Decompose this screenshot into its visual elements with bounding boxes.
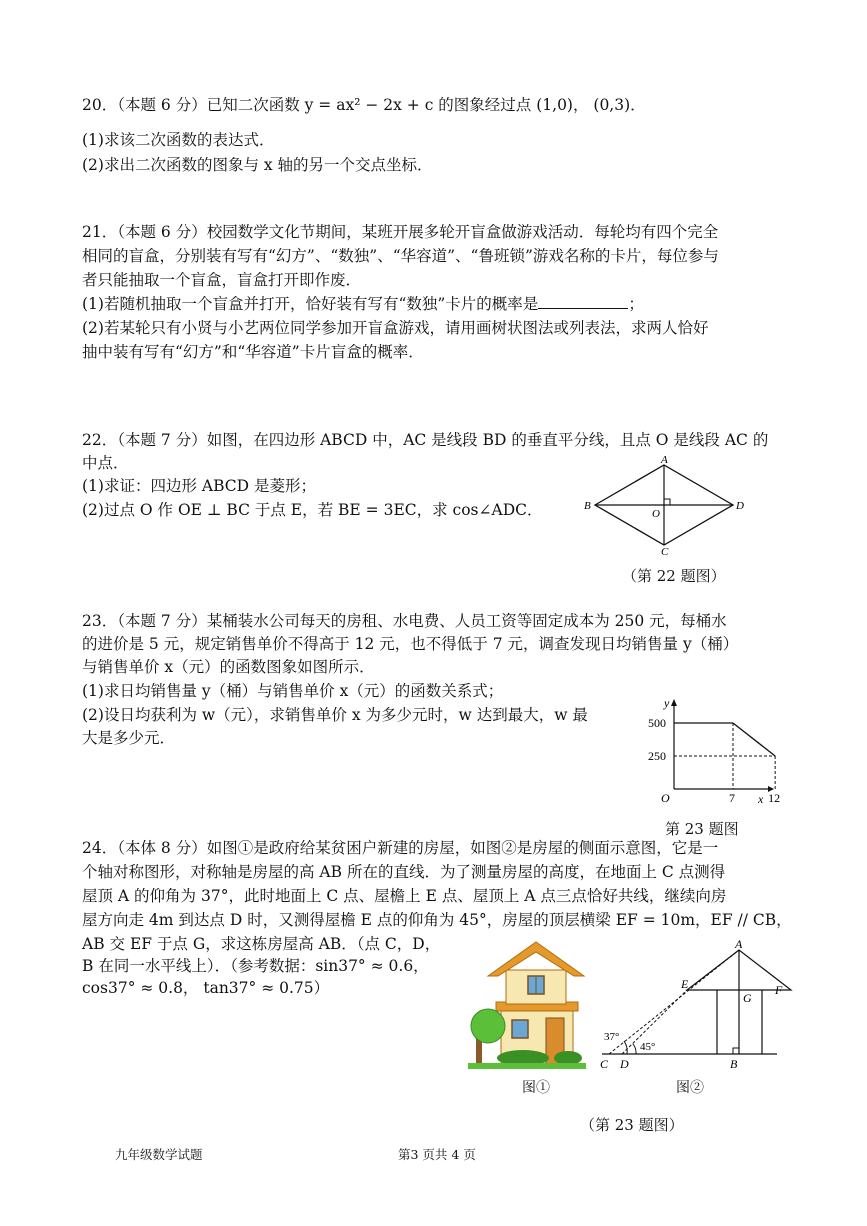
q23-part2-line2: 大是多少元． — [82, 729, 176, 747]
q22-stem-line2: 中点． — [82, 454, 129, 472]
q22-figure-rhombus — [575, 454, 750, 558]
y-axis-arrow — [671, 699, 677, 706]
q22-caption: （第 22 题图） — [622, 567, 726, 585]
series-segment-slope — [733, 723, 775, 756]
house-side-diagram — [592, 937, 792, 1075]
q20-part2: (2)求出二次函数的图象与 x 轴的另一个交点坐标． — [82, 156, 433, 174]
q23-part2-line1: (2)设日均获利为 w（元），求销售单价 x 为多少元时，w 达到最大，w 最 — [82, 706, 588, 724]
x-axis-label: x — [758, 792, 764, 806]
label-d: D — [736, 500, 744, 512]
q21-part1-text: (1)若随机抽取一个盲盒并打开，恰好装有写有“数独”卡片的概率是 — [82, 295, 539, 313]
q21-part2-line2: 抽中装有写有“幻方”和“华容道”卡片盲盒的概率． — [82, 343, 424, 361]
x-tick-label: 12 — [768, 791, 781, 805]
angle-45-label: 45° — [640, 1041, 656, 1053]
q22-part2: (2)过点 O 作 OE ⊥ BC 于点 E，若 BE = 3EC，求 cos∠ADC． — [82, 501, 543, 519]
q20-part1: (1)求该二次函数的表达式． — [82, 131, 275, 149]
q24-stem-line5: AB 交 EF 于点 G，求这栋房屋高 AB．（点 C，D， — [82, 935, 441, 953]
label-c2: C — [600, 1057, 609, 1071]
footer-page: 第3 页共 4 页 — [398, 1147, 476, 1162]
footer-title: 九年级数学试题 — [115, 1147, 203, 1162]
q23-stem-line1: 23．（本题 7 分）某桶装水公司每天的房租、水电费、人员工资等固定成本为 250 元，每桶水 — [82, 612, 727, 630]
q24-stem-line3: 屋顶 A 的仰角为 37°，此时地面上 C 点、屋檐上 E 点、屋顶上 A 点三点恰好共线，继续向房 — [82, 887, 727, 905]
y-axis-label: y — [664, 696, 670, 710]
label-o: O — [652, 508, 660, 520]
fig2-label: 图② — [676, 1080, 704, 1096]
q22-stem-line1: 22．（本题 7 分）如图，在四边形 ABCD 中，AC 是线段 BD 的垂直平分线，且点 O 是线段 AC 的 — [82, 431, 769, 449]
x-tick-label: 7 — [729, 791, 735, 805]
q20-stem: 20．（本题 6 分）已知二次函数 y = ax² − 2x + c 的图象经过点 (1,0)， (0,3)． — [82, 96, 646, 114]
label-f: F — [775, 983, 783, 997]
q23-part1: (1)求日均销售量 y（桶）与销售单价 x（元）的函数关系式； — [82, 682, 504, 700]
q23-caption: 第 23 题图 — [665, 820, 739, 838]
q24-stem-line4: 屋方向走 4m 到达点 D 时，又测得屋檐 E 点的仰角为 45°，房屋的顶层横梁 EF = 10m，EF // CB， — [82, 911, 792, 929]
q21-stem-line3: 者只能抽取一个盲盒，盲盒打开即作废． — [82, 271, 362, 289]
label-g: G — [743, 991, 752, 1005]
house-illustration — [468, 940, 586, 1072]
label-b: B — [584, 500, 591, 512]
q24-caption: （第 23 题图） — [580, 1116, 684, 1134]
lower-window — [512, 1020, 528, 1038]
label-a: A — [661, 454, 668, 466]
q24-stem-line7: cos37° ≈ 0.8， tan37° ≈ 0.75） — [82, 979, 330, 997]
label-c: C — [661, 546, 669, 558]
right-angle-mark — [664, 499, 670, 505]
q23-stem-line2: 的进价是 5 元，规定销售单价不得高于 12 元，也不得低于 7 元，调查发现日均销售量 y（桶） — [82, 635, 739, 653]
q21-part1 — [82, 294, 644, 314]
q24-stem-line1: 24．（本体 8 分）如图①是政府给某贫困户新建的房屋，如图②是房屋的侧面示意图，它是一 — [82, 839, 719, 857]
sight-line-ca — [609, 950, 739, 1054]
q22-part1: (1)求证：四边形 ABCD 是菱形； — [82, 477, 316, 495]
q23-chart — [640, 696, 781, 809]
q21-stem-line2: 相同的盲盒，分别装有写有“幻方”、“数独”、“华容道”、“鲁班锁”游戏名称的卡片，每位参与 — [82, 247, 719, 265]
tree-crown — [471, 1009, 505, 1043]
angle-arc-37 — [624, 1041, 627, 1054]
angle-37-label: 37° — [604, 1031, 620, 1043]
angle-arc-45 — [633, 1044, 636, 1054]
q21-part2-line1: (2)若某轮只有小贤与小艺两位同学参加开盲盒游戏，请用画树状图法或列表法，求两人恰好 — [82, 319, 709, 337]
y-tick-label: 250 — [648, 749, 666, 763]
label-b2: B — [730, 1057, 738, 1071]
answer-blank[interactable] — [538, 294, 628, 309]
y-tick-label: 500 — [648, 716, 666, 730]
bush-right — [554, 1051, 582, 1065]
fig1-label: 图① — [522, 1080, 550, 1096]
q24-stem-line2: 个轴对称图形，对称轴是房屋的高 AB 所在的直线．为了测量房屋的高度，在地面上 C 点测得 — [82, 863, 726, 881]
origin-label: O — [661, 791, 670, 805]
label-a2: A — [735, 937, 743, 951]
q23-stem-line3: 与销售单价 x（元）的函数图象如图所示． — [82, 658, 375, 676]
q21-stem-line1: 21．（本题 6 分）校园数学文化节期间，某班开展多轮开盲盒做游戏活动．每轮均有四个完全 — [82, 223, 719, 241]
label-e: E — [681, 977, 689, 991]
right-angle-mark-b — [733, 1048, 739, 1054]
q21-part1-end: ； — [628, 295, 644, 313]
q24-stem-line6: B 在同一水平线上）．（参考数据：sin37° ≈ 0.6， — [82, 957, 429, 975]
label-d2: D — [620, 1057, 629, 1071]
ground-grass — [468, 1063, 586, 1069]
